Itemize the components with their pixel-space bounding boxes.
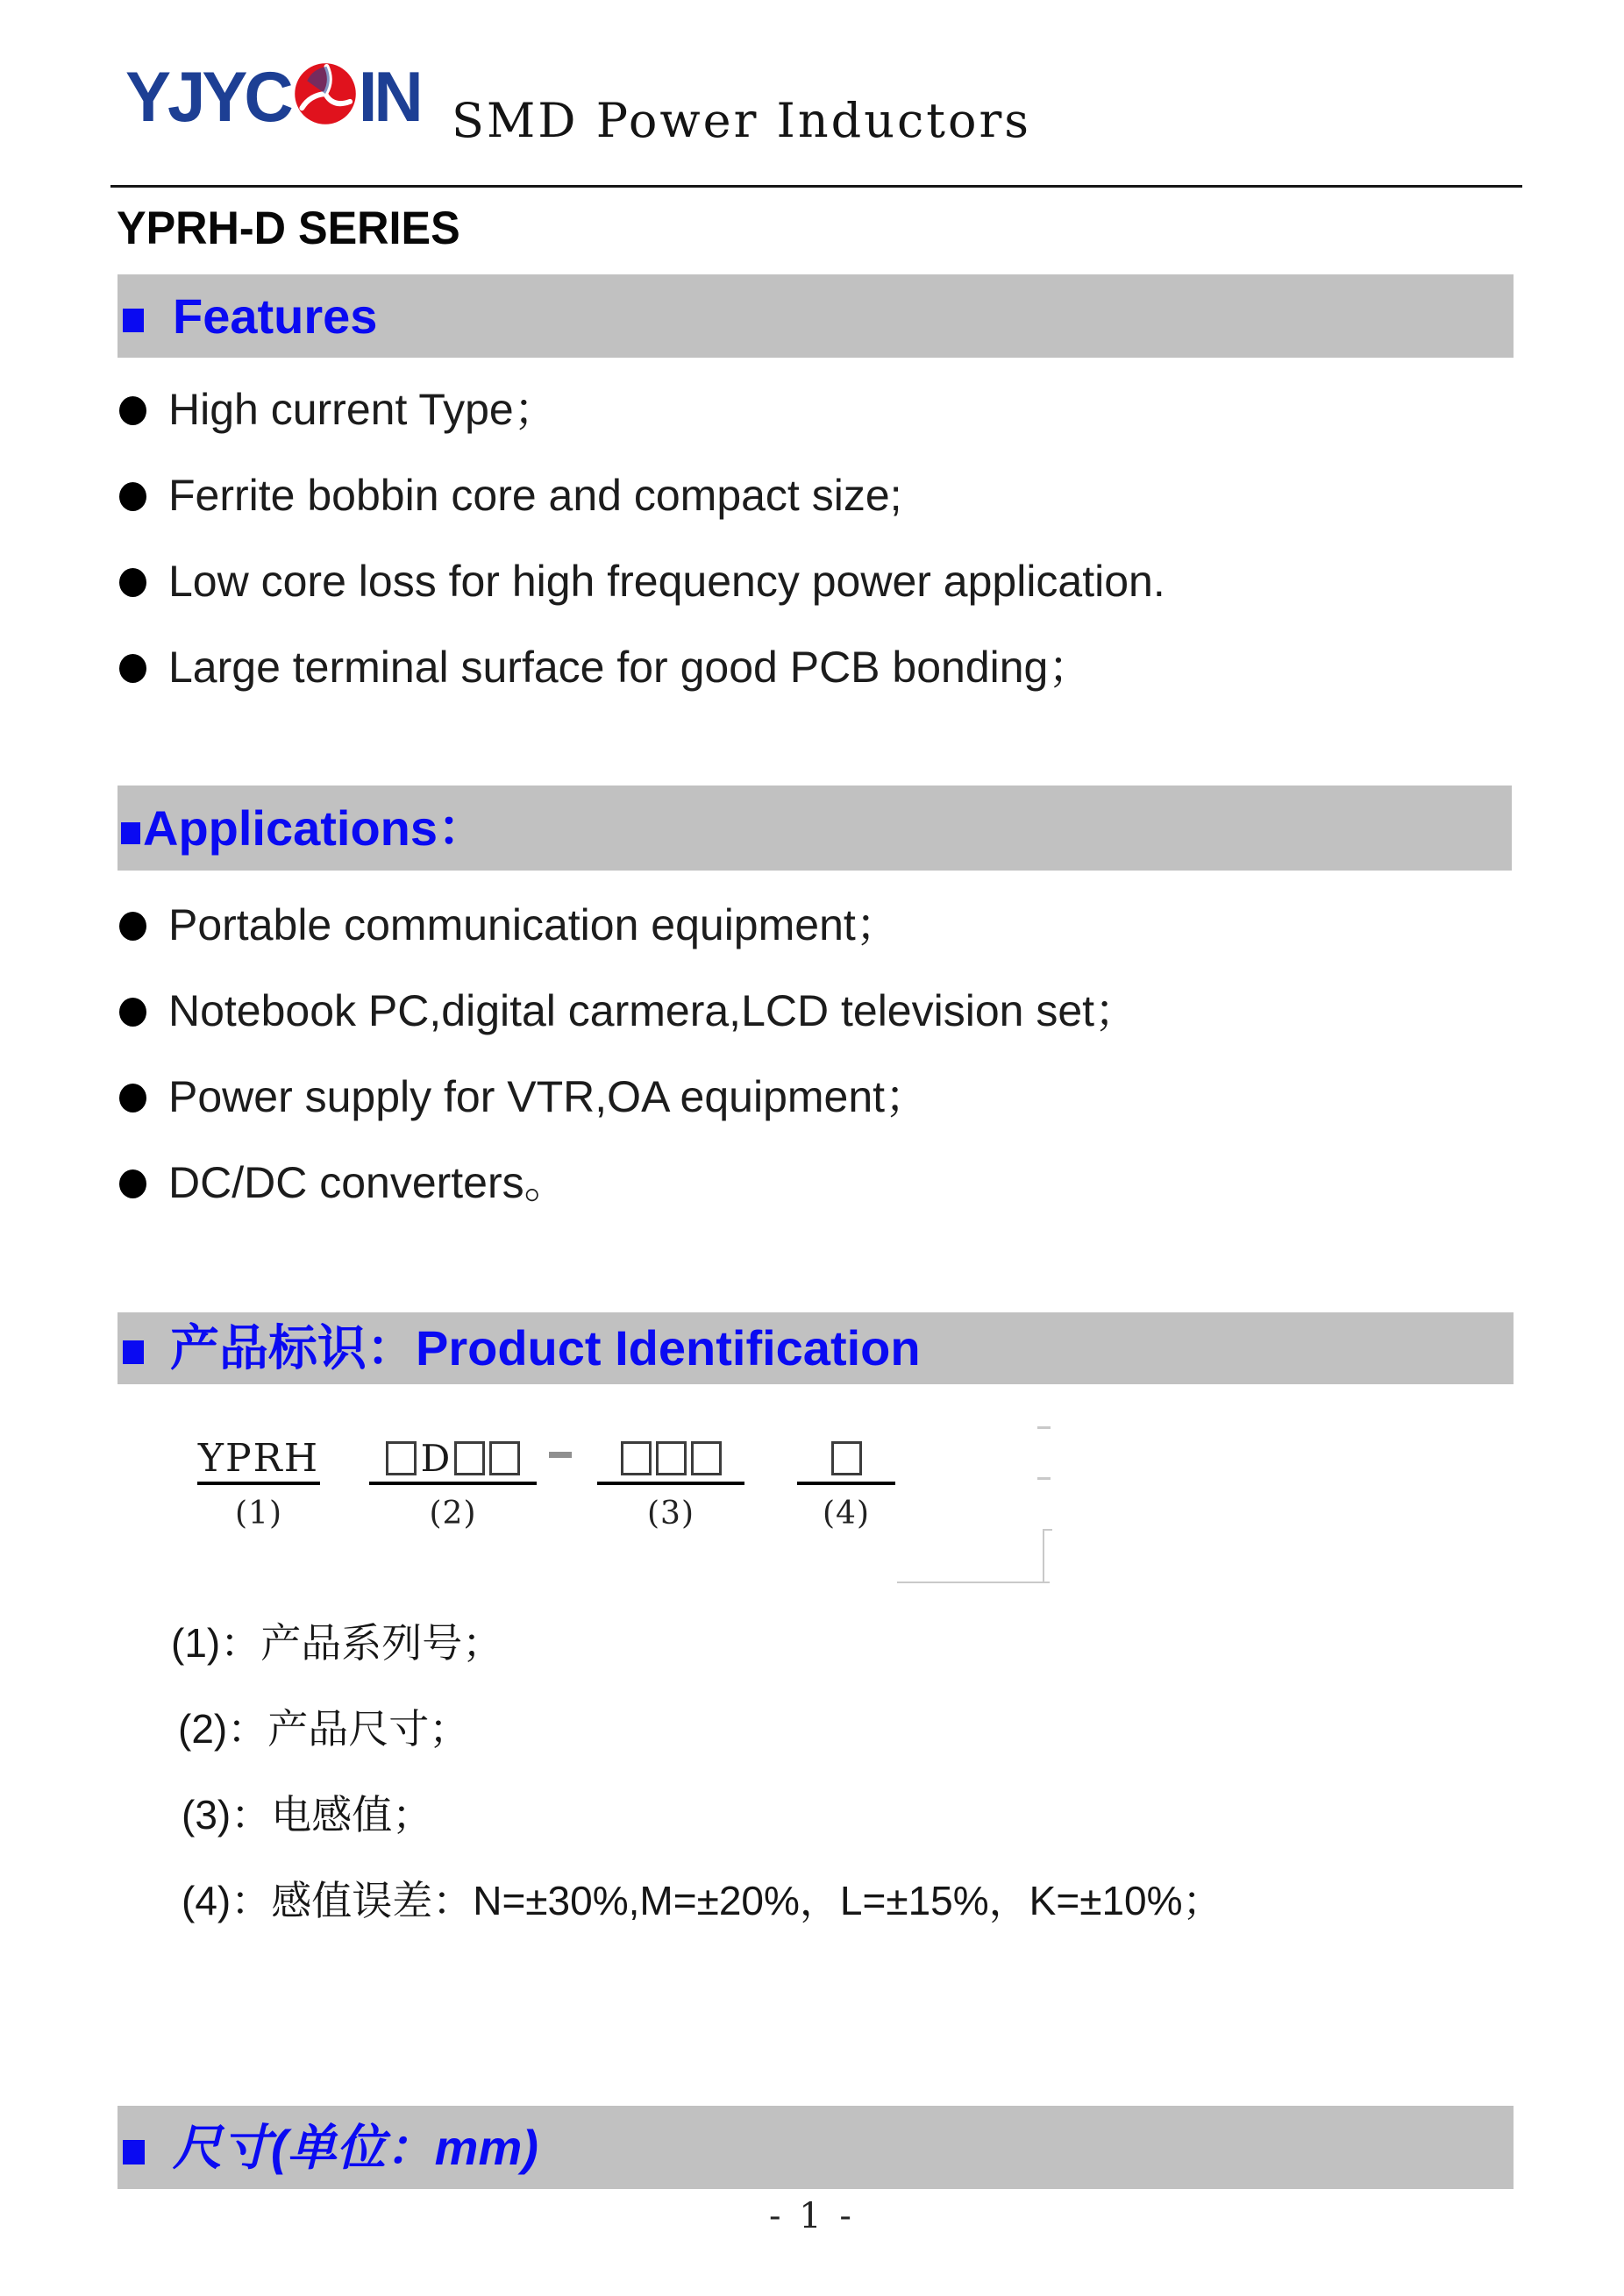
circle-bullet-icon [119, 654, 146, 683]
document-title: SMD Power Inductors [452, 93, 1031, 148]
application-text: Notebook PC,digital carmera,LCD television set； [168, 986, 1139, 1035]
code-note: (3)：电感值； [182, 1792, 433, 1838]
feature-item [119, 558, 1165, 605]
code-note: (4)：感值误差：N=±30%,M=±20%，L=±15%，K=±10%； [182, 1878, 1223, 1923]
code-underline [197, 1482, 320, 1485]
artifact-line [1043, 1529, 1052, 1531]
application-text: Portable communication equipment； [168, 900, 900, 949]
placeholder-box-icon [831, 1441, 862, 1475]
feature-text: High current Type； [168, 385, 558, 434]
artifact-line [897, 1582, 1050, 1583]
features-heading: Features [173, 288, 378, 344]
application-item [119, 901, 900, 949]
series-title: YPRH-D SERIES [117, 203, 460, 254]
application-text: DC/DC converters。 [168, 1158, 568, 1207]
coin-icon [293, 61, 358, 126]
artifact-line [1043, 1529, 1044, 1583]
application-text: Power supply for VTR,OA equipment； [168, 1072, 930, 1121]
code-group-tolerance [797, 1436, 895, 1532]
code-label: (4) [823, 1496, 870, 1532]
placeholder-box-icon [621, 1441, 652, 1475]
placeholder-box-icon [656, 1441, 687, 1475]
code-series-text: YPRH [197, 1435, 320, 1481]
code-group-series [197, 1436, 320, 1532]
application-item [119, 987, 1138, 1034]
code-group-inductance [597, 1436, 744, 1532]
placeholder-box-icon [454, 1441, 485, 1475]
circle-bullet-icon [119, 568, 146, 597]
placeholder-box-icon [386, 1441, 417, 1475]
logo-text-right: IN [358, 56, 420, 137]
feature-text: Ferrite bobbin core and compact size; [168, 471, 902, 520]
artifact-line [1037, 1477, 1051, 1480]
dimensions-banner [118, 2106, 1514, 2189]
placeholder-box-icon [489, 1441, 520, 1475]
logo-text-left: YJYC [125, 56, 290, 137]
code-underline [797, 1482, 895, 1485]
placeholder-box-icon [691, 1441, 722, 1475]
code-group-size [369, 1436, 537, 1532]
circle-bullet-icon [119, 912, 146, 941]
square-bullet-icon [123, 1340, 144, 1364]
application-item [119, 1073, 929, 1120]
code-separator-dash [549, 1452, 572, 1458]
circle-bullet-icon [119, 998, 146, 1027]
square-bullet-icon [123, 2140, 145, 2164]
feature-text: Large terminal surface for good PCB bonding； [168, 643, 1093, 692]
code-letter-d: D [420, 1436, 451, 1480]
circle-bullet-icon [119, 482, 146, 511]
feature-item [119, 643, 1092, 691]
header-divider [110, 185, 1522, 188]
code-underline [597, 1482, 744, 1485]
applications-banner [118, 785, 1512, 871]
code-note: (1)：产品系列号； [171, 1620, 503, 1666]
circle-bullet-icon [119, 1084, 146, 1112]
code-underline [369, 1482, 537, 1485]
artifact-line [1037, 1426, 1051, 1429]
code-label: (2) [429, 1496, 477, 1532]
features-banner [118, 274, 1514, 358]
dimensions-heading: 尺寸(单位：mm) [173, 2119, 538, 2175]
square-bullet-icon [123, 309, 144, 332]
code-label: (1) [235, 1496, 282, 1532]
application-item [119, 1159, 568, 1206]
feature-item [119, 472, 902, 519]
page-number: - 1 - [769, 2196, 855, 2236]
product-identification-banner [118, 1312, 1514, 1384]
applications-heading: Applications： [143, 800, 488, 856]
product-identification-heading: 产品标识：Product Identification [170, 1320, 921, 1375]
code-note: (2)：产品尺寸； [178, 1706, 470, 1752]
code-label: (3) [647, 1496, 694, 1532]
circle-bullet-icon [119, 396, 146, 425]
company-logo [125, 51, 420, 142]
square-bullet-icon [121, 822, 140, 844]
feature-text: Low core loss for high frequency power application. [168, 557, 1165, 606]
circle-bullet-icon [119, 1169, 146, 1198]
feature-item [119, 386, 558, 433]
